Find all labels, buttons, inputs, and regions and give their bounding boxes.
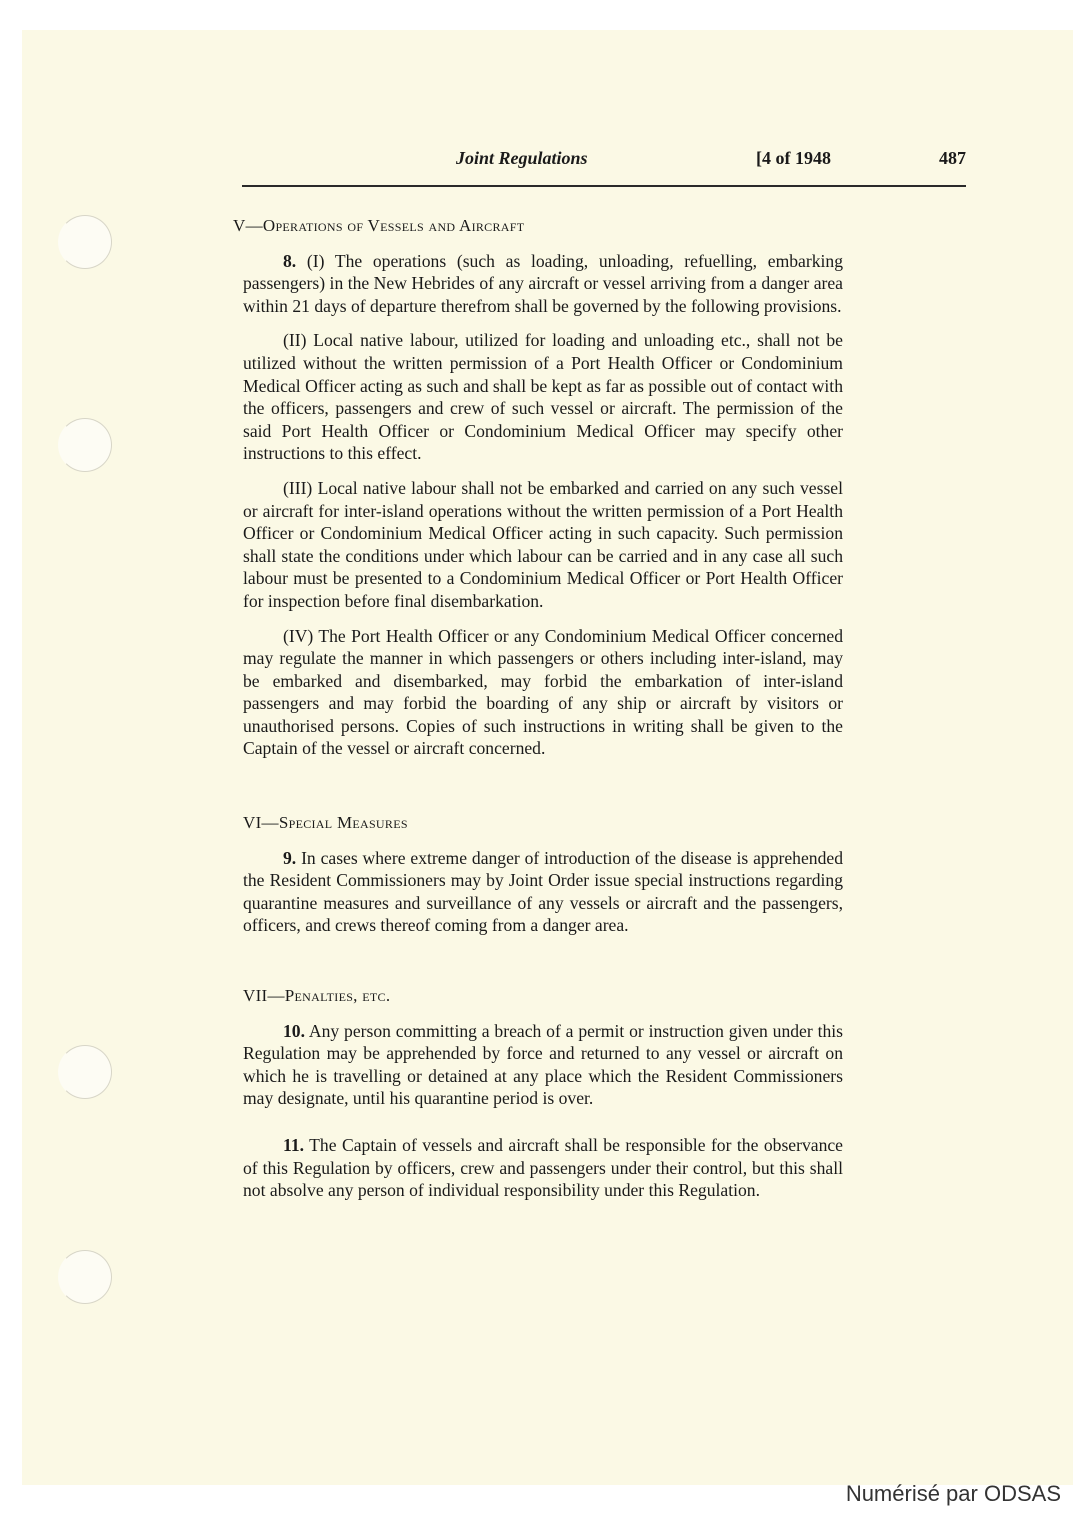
paragraph-10 — [243, 1020, 843, 1110]
paragraph-number: 9. — [283, 847, 297, 868]
subparagraph-label: (III) — [283, 477, 313, 498]
subparagraph-label: (IV) — [283, 625, 314, 646]
punch-hole-1 — [58, 215, 112, 269]
header-title: Joint Regulations — [456, 148, 588, 168]
paragraph-text: Local native labour, utilized for loading and unloading etc., shall not be utilized without the written permission of a Port Health Officer or Condominium Medical Officer acting as such and shall be kept as far as possible out of contact with the officers, passengers and crew of such vessel or aircraft. The permission of the said Port Health Officer or Condominium Medical Officer may specify other instructions to this effect. — [243, 330, 843, 464]
paragraph-text: The Port Health Officer or any Condominium Medical Officer concerned may regulate the manner in which passengers or others including inter-island, may be embarked and disembarked, may forbid the embarkation of inter-island passengers and may forbid the boarding of any ship or aircraft by visitors or unauthorised persons. Copies of such instructions in writing shall be given to the Captain of the vessel or aircraft concerned. — [243, 625, 843, 759]
paragraph-8-4 — [243, 625, 843, 761]
page-number: 487 — [939, 148, 966, 168]
paragraph-8-1 — [243, 250, 843, 318]
paragraph-11 — [243, 1134, 843, 1202]
paragraph-9 — [243, 847, 843, 937]
section-title-v: V—Operations of Vessels and Aircraft — [233, 216, 525, 235]
paragraph-text: Local native labour shall not be embarked and carried on any such vessel or aircraft for inter-island operations without the written permission of a Port Health Officer or Condominium Medical Officer acting in such capacity. Such permission shall state the conditions under which labour can be carried and in any case all such labour must be presented to a Condominium Medical Officer or Port Health Officer for inspection before final disembarkation. — [243, 477, 843, 611]
section-title-vii: VII—Penalties, etc. — [243, 986, 391, 1006]
paragraph-8-3 — [243, 477, 843, 613]
subparagraph-label: (II) — [283, 330, 307, 351]
paragraph-text: The Captain of vessels and aircraft shall be responsible for the observance of this Regulation by officers, crew and passengers under their control, but this shall not absolve any person of individual responsibility under this Regulation. — [243, 1135, 843, 1201]
paragraph-8-2 — [243, 329, 843, 465]
subparagraph-label: (I) — [306, 250, 325, 271]
document-body — [233, 215, 843, 1202]
section-title-vi: VI—Special Measures — [243, 813, 408, 833]
paragraph-text: In cases where extreme danger of introduction of the disease is apprehended the Resident Commissioners may by Joint Order issue special instructions regarding quarantine measures and surveillance of any vessels or aircraft and the passengers, officers, and crews thereof coming from a danger area. — [243, 847, 843, 936]
running-header — [242, 148, 966, 174]
paragraph-number: 10. — [283, 1020, 305, 1041]
punch-hole-4 — [58, 1250, 112, 1304]
digitization-credit: Numérisé par ODSAS — [845, 1481, 1061, 1506]
header-rule — [242, 185, 966, 187]
paragraph-text: Any person committing a breach of a permit or instruction given under this Regulation may be apprehended by force and returned to any vessel or aircraft on which he is travelling or detained at any place which the Resident Commissioners may designate, until his quarantine period is over. — [243, 1020, 843, 1109]
header-act-reference: [4 of 1948 — [756, 148, 831, 168]
paragraph-number: 8. — [283, 250, 297, 271]
punch-hole-3 — [58, 1045, 112, 1099]
punch-hole-2 — [58, 418, 112, 472]
paragraph-number: 11. — [283, 1135, 305, 1155]
paragraph-text: The operations (such as loading, unloading, refuelling, embarking passengers) in the New Hebrides of any aircraft or vessel arriving from a danger area within 21 days of departure therefrom shall be governed by the following provisions. — [243, 250, 843, 316]
